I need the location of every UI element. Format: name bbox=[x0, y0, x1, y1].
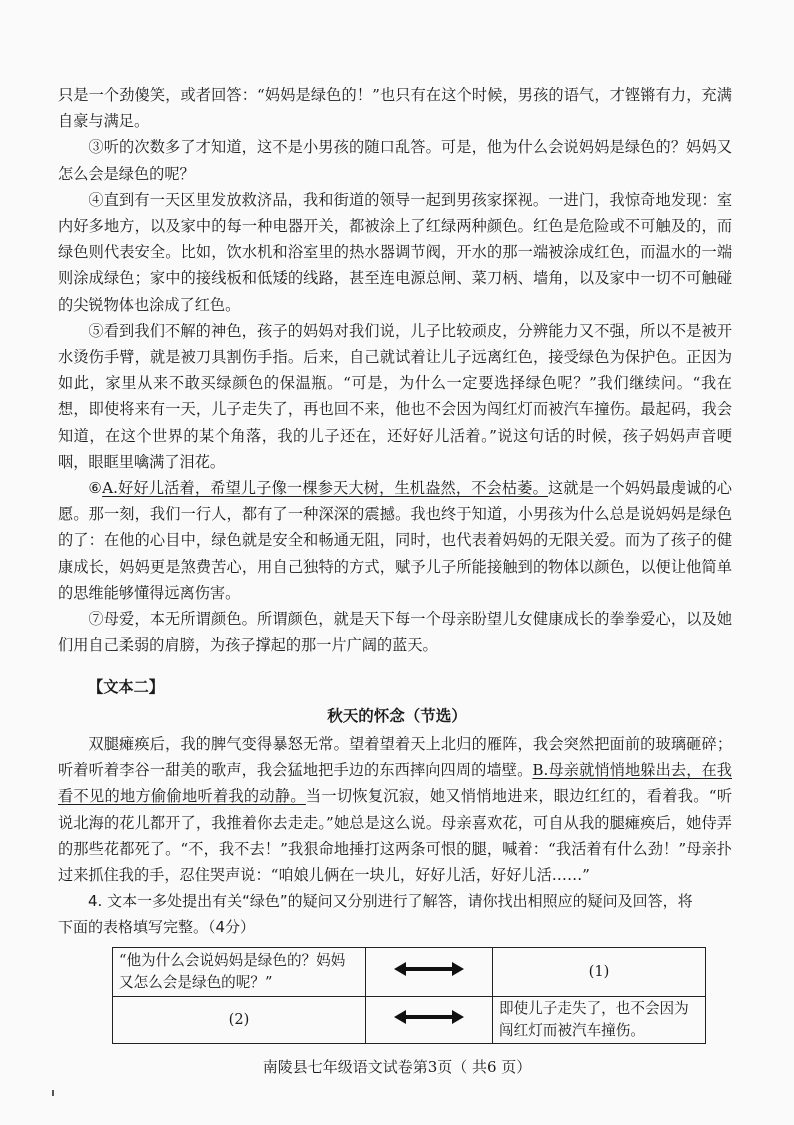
page-footer: 南陵县七年级语文试卷第3页（ 共6 页） bbox=[262, 1058, 532, 1076]
underlined-sentence-a: A.好好儿活着，希望儿子像一棵参天大树，生机盎然，不会枯萎。 bbox=[102, 479, 548, 498]
text-two-before: 双腿瘫痪后，我的脾气变得暴怒无常。望着望着天上北归的雁阵，我会突然把面前的玻璃砸碎；听着听着李谷一甜美的歌声，我会猛地把手边的东西摔向四周的墙壁。 bbox=[58, 735, 732, 780]
table-row bbox=[113, 997, 706, 1044]
paragraph-6-rest: 这就是一个妈妈最虔诚的心愿。那一刻，我们一行人，都有了一种深深的震撼。我也终于知道，小男孩为什么总是说妈妈是绿色的了：在他的心目中，绿色就是安全和畅通无阻，同时，也代表着妈妈的无限关爱。而为了孩子的健康成长，妈妈更是煞费苦心，用自己独特的方式，赋予儿子所能接触到的物体以颜色，以便让他简单的思维能够懂得远离伤害。 bbox=[58, 479, 732, 602]
answer-cell: 即使儿子走失了，也不会因为闯红灯而被汽车撞伤。 bbox=[493, 997, 706, 1044]
question-4-line-1: 4. 文本一多处提出有关“绿色”的疑问又分别进行了解答，请你找出相照应的疑问及回答，将 bbox=[88, 892, 693, 910]
text-one-body bbox=[58, 82, 732, 658]
answer-blank-1[interactable]: (1) bbox=[493, 948, 706, 997]
table-row bbox=[113, 948, 706, 997]
text-two-after: 当一切恢复沉寂，她又悄悄地进来，眼边红红的，看着我。“听说北海的花儿都开了，我推着你去走走。”她总是这么说。母亲喜欢花，可自从我的腿瘫痪后，她侍弄的那些花都死了。“不，我不去！”我狠命地捶打这两条可恨的腿，喊着：“我活着有什么劲！”母亲扑过来抓住我的手，忍住哭声说：“咱娘儿俩在一块儿，好好儿活，好好儿活……” bbox=[58, 787, 733, 885]
double-arrow-icon bbox=[394, 1010, 464, 1024]
answer-blank-2[interactable]: (2) bbox=[113, 997, 366, 1044]
paragraph-7: ⑦母爱，本无所谓颜色。所谓颜色，就是天下每一个母亲盼望儿女健康成长的拳拳爱心，以及她们用自己柔弱的肩膀，为孩子撑起的那一片广阔的蓝天。 bbox=[58, 610, 732, 655]
paragraph-6 bbox=[58, 475, 732, 606]
paragraph-4: ④直到有一天区里发放救济品，我和街道的领导一起到男孩家探视。一进门，我惊奇地发现：室内好多地方，以及家中的每一种电器开关，都被涂上了红绿两种颜色。红色是危险或不可触及的，而绿色则代表安全。比如，饮水机和浴室里的热水器调节阀，开水的那一端被涂成红色，而温水的一端则涂成绿色；家中的接线板和低矮的线路，甚至连电源总闸、菜刀柄、墙角，以及家中一切不可触碰的尖锐物体也涂成了红色。 bbox=[58, 190, 732, 314]
paragraph-6-number: ⑥ bbox=[88, 479, 103, 498]
arrow-cell bbox=[366, 997, 493, 1044]
paragraph-3: ③听的次数多了才知道，这不是小男孩的随口乱答。可是，他为什么会说妈妈是绿色的？妈妈又怎么会是绿色的呢？ bbox=[58, 138, 732, 183]
underlined-sentence-b: B.母亲就悄悄地躲出去，在我看不见的地方偷偷地听着我的动静。 bbox=[58, 761, 732, 806]
arrow-cell bbox=[366, 948, 493, 997]
double-arrow-icon bbox=[394, 962, 464, 976]
question-cell: “他为什么会说妈妈是绿色的？妈妈又怎么会是绿色的呢？” bbox=[113, 948, 366, 997]
question-4 bbox=[58, 888, 728, 940]
text-two-title: 秋天的怀念（节选） bbox=[327, 706, 467, 725]
text-two-paragraph bbox=[58, 731, 732, 888]
text-two-heading: 【文本二】 bbox=[88, 678, 164, 696]
paragraph-2-ending: 只是一个劲傻笑，或者回答：“妈妈是绿色的！”也只有在这个时候，男孩的语气，才铿锵有力，充满自豪与满足。 bbox=[58, 86, 732, 131]
question-4-line-2: 下面的表格填写完整。（4分） bbox=[58, 918, 256, 936]
scan-mark bbox=[52, 1090, 54, 1096]
answer-table bbox=[112, 947, 706, 1044]
paragraph-5: ⑤看到我们不解的神色，孩子的妈妈对我们说，儿子比较顽皮，分辨能力又不强，所以不是被开水烫伤手臂，就是被刀具割伤手指。后来，自己就试着让儿子远离红色，接受绿色为保护色。正因为如此，家里从来不敢买绿颜色的保温瓶。“可是，为什么一定要选择绿色呢？”我们继续问。“我在想，即使将来有一天，儿子走失了，再也回不来，他也不会因为闯红灯而被汽车撞伤。最起码，我会知道，在这个世界的某个角落，我的儿子还在，还好好儿活着。”说这句话的时候，孩子妈妈声音哽咽，眼眶里噙满了泪花。 bbox=[58, 321, 732, 471]
text-two-body bbox=[58, 731, 732, 888]
